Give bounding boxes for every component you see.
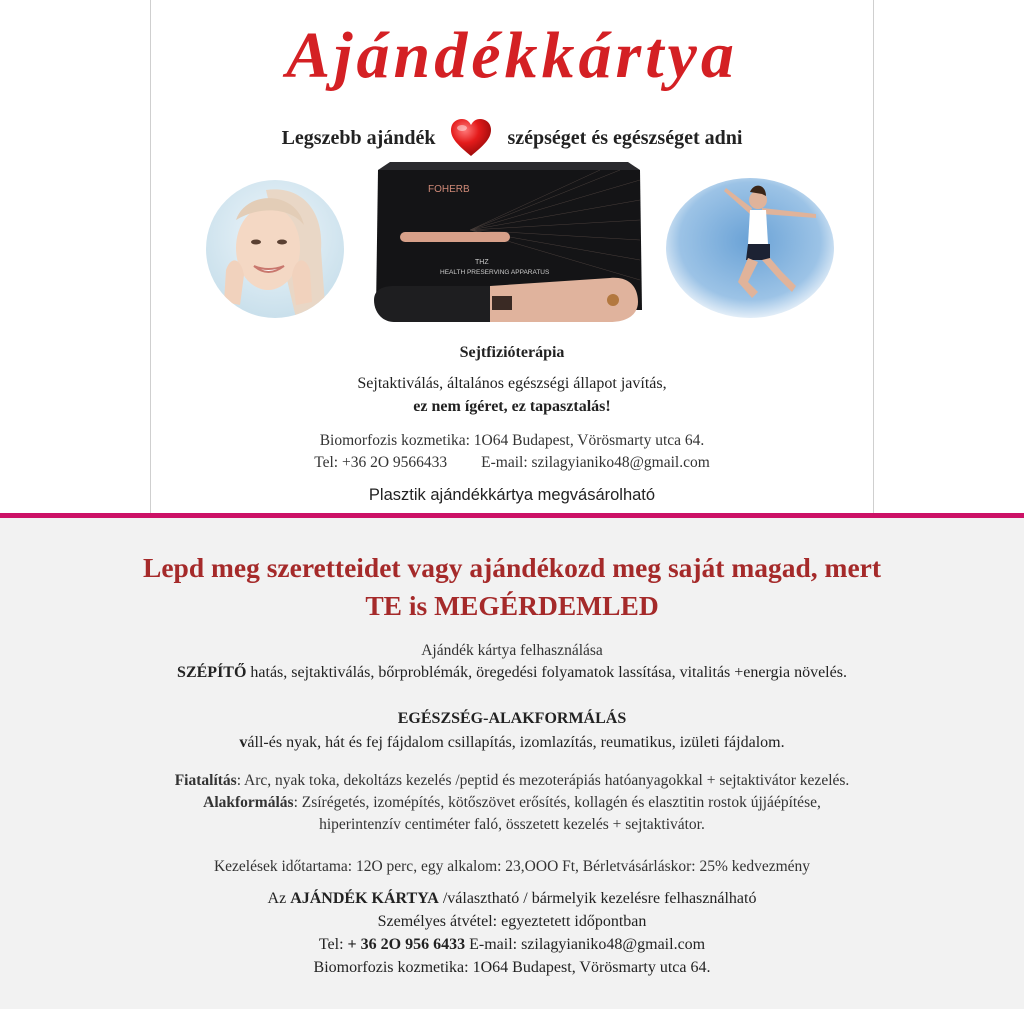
health-title: EGÉSZSÉG-ALAKFORMÁLÁS <box>397 710 627 727</box>
jumping-woman-image <box>666 178 834 318</box>
section-heading: Sejtfizióterápia <box>459 344 565 361</box>
shape-line-2: hiperintenzív centiméter faló, összetett kezelés + sejtaktivátor. <box>319 816 705 833</box>
tagline-right: szépséget és egészséget adni <box>507 126 743 149</box>
gift-card-suffix: /választható / bármelyik kezelésre felhasználható <box>438 890 757 907</box>
usage-title: Ajándék kártya felhasználása <box>421 642 603 659</box>
bottom-address: Biomorfozis kozmetika: 1O64 Budapest, Vörösmarty utca 64. <box>313 959 711 976</box>
tagline <box>0 118 1024 158</box>
gift-card-label: AJÁNDÉK KÁRTYA <box>290 890 439 907</box>
bottom-contact-line <box>0 936 1024 954</box>
shape-text: : Zsírégetés, izomépítés, kötőszövet erősítés, kollagén és elasztitin rostok újjáépítése, <box>293 794 821 811</box>
health-text: áll-és nyak, hát és fej fájdalom csillapítás, izomlazítás, reumatikus, izületi fájdalom. <box>247 734 785 751</box>
device-description: HEALTH PRESERVING APPARATUS <box>440 269 550 276</box>
phone-text: Tel: +36 2O 9566433 <box>314 454 448 471</box>
beauty-text: hatás, sejtaktiválás, bőrproblémák, öregedési folyamatok lassítása, vitalitás +energia növelés. <box>246 664 847 681</box>
contact-line <box>150 454 874 472</box>
offer-description: Sejtaktiválás, általános egészségi állapot javítás, <box>357 375 667 392</box>
youth-text: : Arc, nyak toka, dekoltázs kezelés /peptid és mezoterápiás hatóanyagokkal + sejtaktivátor kezelés. <box>236 772 850 789</box>
shape-line <box>0 794 1024 812</box>
bottom-email: E-mail: szilagyianiko48@gmail.com <box>465 936 706 953</box>
pickup-info: Személyes átvétel: egyeztetett időpontban <box>377 913 647 930</box>
treatment-duration: Kezelések időtartama: 12O perc, egy alkalom: 23,OOO Ft, Bérletvásárláskor: 25% kedvezmény <box>213 858 811 875</box>
details-panel <box>0 518 1024 1009</box>
email-text: E-mail: szilagyianiko48@gmail.com <box>481 454 710 471</box>
page-title: Ajándékkártya <box>286 19 738 92</box>
thz-device-box-image <box>370 160 650 328</box>
headline-line-1: Lepd meg szeretteidet vagy ajándékozd meg saját magad, mert <box>142 552 882 583</box>
device-model: THZ <box>475 259 489 266</box>
gift-card-line <box>0 890 1024 908</box>
tel-prefix: Tel: <box>318 936 348 953</box>
gift-card-prefix: Az <box>267 890 291 907</box>
beauty-line <box>0 664 1024 682</box>
headline-line-2: TE is MEGÉRDEMLED <box>365 590 659 621</box>
device-brand: FOHERB <box>428 184 470 195</box>
health-initial: v <box>239 734 248 751</box>
shape-label: Alakformálás <box>203 794 294 811</box>
beauty-label: SZÉPÍTŐ <box>177 664 247 681</box>
youth-label: Fiatalítás <box>174 772 237 789</box>
phone-number: + 36 2O 956 6433 <box>347 936 466 953</box>
heart-icon <box>449 118 493 158</box>
tagline-left: Legszebb ajándék <box>281 126 436 149</box>
woman-face-image <box>206 180 344 318</box>
salon-address: Biomorfozis kozmetika: 1O64 Budapest, Vörösmarty utca 64. <box>319 432 705 449</box>
plastic-card-note: Plasztik ajándékkártya megvásárolható <box>368 486 656 504</box>
offer-claim: ez nem ígéret, ez tapasztalás! <box>413 398 611 415</box>
youth-line <box>0 772 1024 790</box>
health-line <box>0 734 1024 752</box>
